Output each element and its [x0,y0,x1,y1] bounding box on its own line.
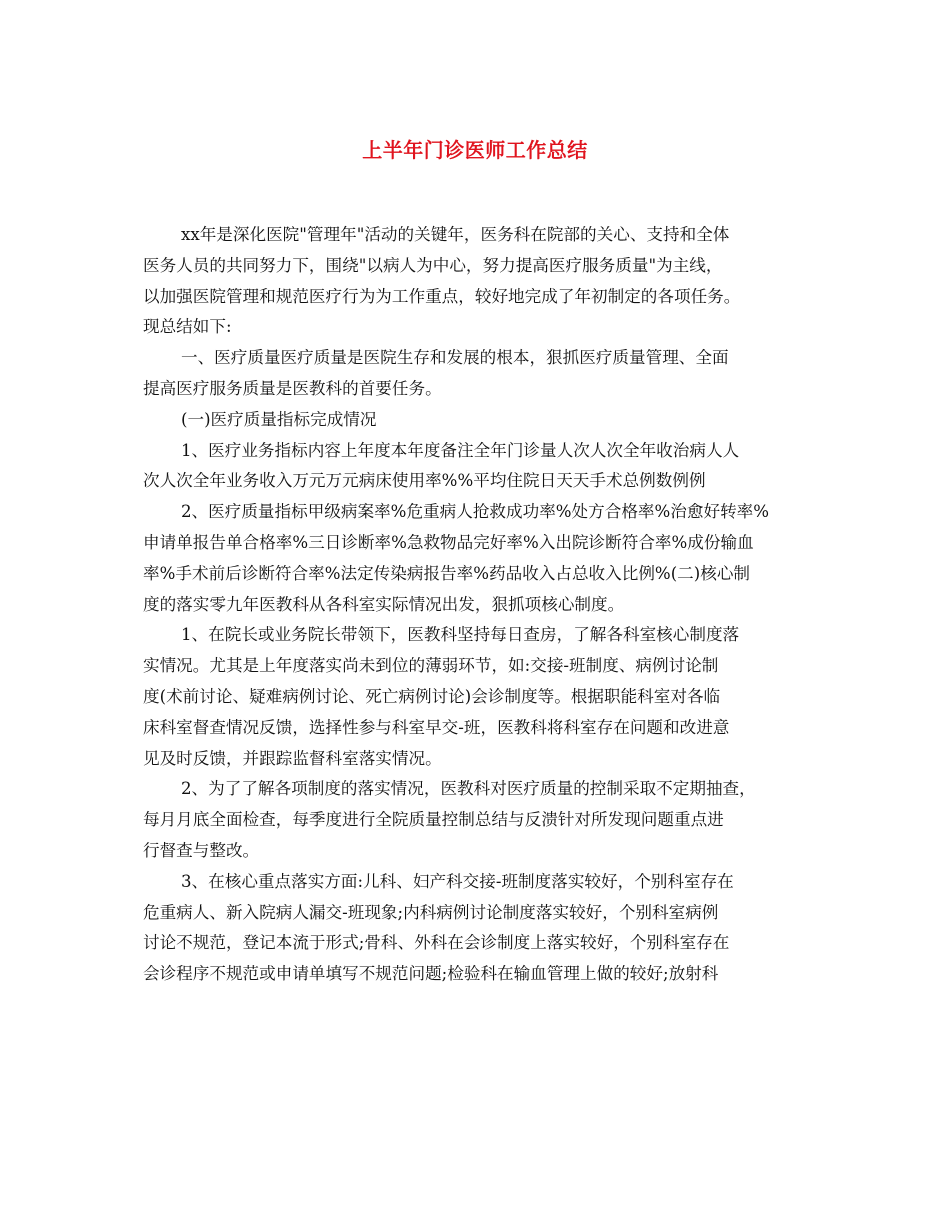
document-title: 上半年门诊医师工作总结 [362,138,588,162]
body-line: 讨论不规范，登记本流于形式;骨科、外科在会诊制度上落实较好，个别科室存在 [143,933,730,953]
body-line: 现总结如下: [143,317,232,337]
body-line: 危重病人、新入院病人漏交-班现象;内科病例讨论制度落实较好，个别科室病例 [143,902,719,922]
body-line: 2、为了了解各项制度的落实情况，医教科对医疗质量的控制采取不定期抽查， [181,779,756,799]
body-line: 提高医疗服务质量是医教科的首要任务。 [143,378,442,398]
body-line: 3、在核心重点落实方面:儿科、妇产科交接-班制度落实较好，个别科室存在 [181,871,734,891]
body-line: 次人次全年业务收入万元万元病床使用率%%平均住院日天天手术总例数例例 [143,471,706,491]
body-line: 2、医疗质量指标甲级病案率%危重病人抢救成功率%处方合格率%治愈好转率% [181,502,770,522]
body-line: 申请单报告单合格率%三日诊断率%急救物品完好率%入出院诊断符合率%成份输血 [143,532,754,552]
body-line: 医务人员的共同努力下，围绕"以病人为中心，努力提高医疗服务质量"为主线， [143,255,723,275]
body-line: 行督查与整改。 [143,840,260,860]
body-line: 见及时反馈，并跟踪监督科室落实情况。 [143,748,442,768]
body-line: 率%手术前后诊断符合率%法定传染病报告率%药品收入占总收入比例%(二)核心制 [143,563,751,583]
body-line: 1、医疗业务指标内容上年度本年度备注全年门诊量人次人次全年收治病人人 [181,440,740,460]
body-line: 度(术前讨论、疑难病例讨论、死亡病例讨论)会诊制度等。根据职能科室对各临 [143,686,721,706]
body-line: (一)医疗质量指标完成情况 [181,409,377,429]
body-line: 每月月底全面检查，每季度进行全院质量控制总结与反溃针对所发现问题重点进 [143,810,724,830]
document-body [143,220,818,990]
body-line: 实情况。尤其是上年度落实尚未到位的薄弱环节，如:交接-班制度、病例讨论制 [143,656,719,676]
body-line: 床科室督查情况反馈，选择性参与科室早交-班，医教科将科室存在问题和改进意 [143,717,730,737]
body-line: xx年是深化医院"管理年"活动的关键年，医务科在院部的关心、支持和全体 [181,225,730,244]
body-line: 1、在院长或业务院长带领下，医教科坚持每日查房，了解各科室核心制度落 [181,625,740,645]
body-line: 一、医疗质量医疗质量是医院生存和发展的根本，狠抓医疗质量管理、全面 [181,348,729,368]
body-line: 度的落实零九年医教科从各科室实际情况出发，狠抓项核心制度。 [143,594,625,614]
body-line: 会诊程序不规范或申请单填写不规范问题;检验科在输血管理上做的较好;放射科 [143,964,719,984]
body-line: 以加强医院管理和规范医疗行为为工作重点，较好地完成了年初制定的各项任务。 [143,286,741,306]
